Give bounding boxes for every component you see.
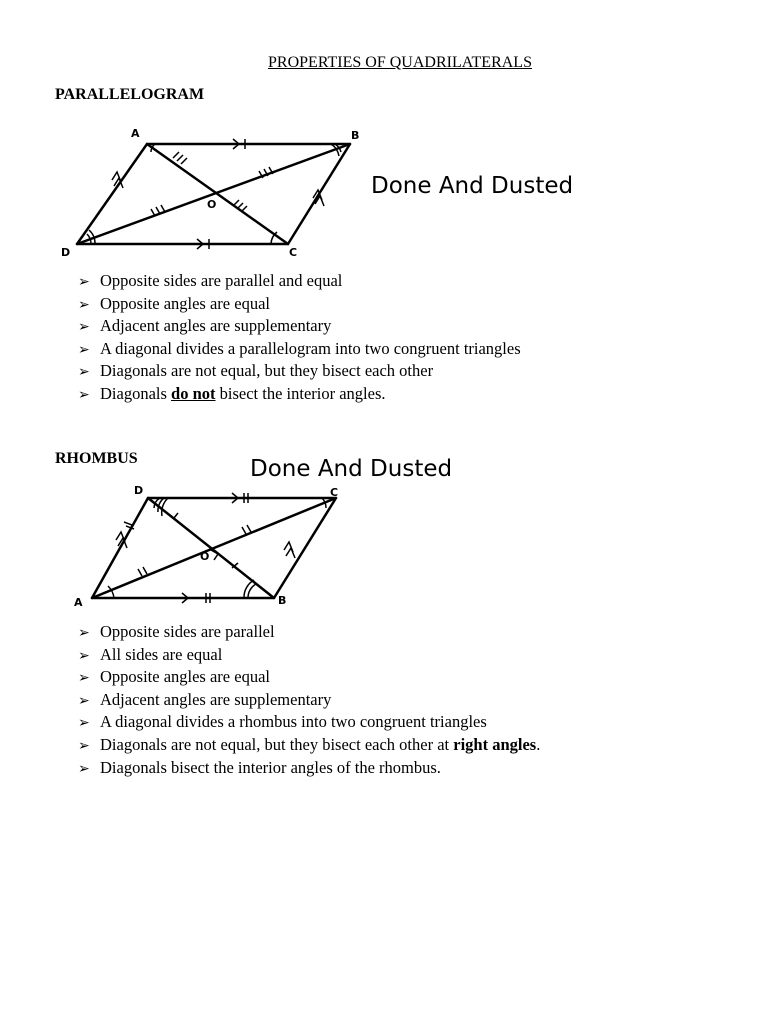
arrow-bullet-icon: ➢ [78,692,90,709]
stamp-text-1: Done And Dusted [371,173,574,199]
rhombus-properties [78,621,540,779]
diagonal-bd [77,144,350,244]
arrow-bullet-icon: ➢ [78,386,90,403]
vertex-label-b: B [351,129,360,142]
diagonal-ac [147,144,288,244]
arrow-bullet-icon: ➢ [78,647,90,664]
emphasis-right-angles: right angles [453,734,537,754]
vertex-label-a: A [131,127,140,140]
page-title: PROPERTIES OF QUADRILATERALS [268,54,532,71]
vertex-label-b: B [278,594,287,607]
vertex-label-c: C [289,246,298,259]
arrow-bullet-icon: ➢ [78,737,90,754]
arrow-bullet-icon: ➢ [78,296,90,313]
list-item: ➢ A diagonal divides a parallelogram into two congruent triangles [78,338,521,361]
list-item: ➢ Opposite sides are parallel [78,621,540,644]
parallelogram-diagram [55,120,365,262]
list-item: ➢ Diagonals bisect the interior angles of the rhombus. [78,757,540,780]
list-item: ➢ Adjacent angles are supplementary [78,689,540,712]
arrow-bullet-icon: ➢ [78,715,90,732]
list-item: ➢ Diagonals are not equal, but they bisect each other at right angles. [78,734,540,757]
vertex-label-a: A [74,596,83,609]
list-item: ➢ A diagonal divides a rhombus into two congruent triangles [78,711,540,734]
parallelogram-properties [78,270,521,406]
arrow-bullet-icon: ➢ [78,341,90,358]
arrow-bullet-icon: ➢ [78,670,90,687]
list-item: ➢ All sides are equal [78,644,540,667]
list-item: ➢ Diagonals are not equal, but they bisect each other [78,360,521,383]
rhombus-diagram [68,480,348,610]
arrow-bullet-icon: ➢ [78,760,90,777]
list-item: ➢ Diagonals do not bisect the interior angles. [78,383,521,406]
arrow-bullet-icon: ➢ [78,274,90,290]
vertex-label-o: O [200,550,210,563]
vertex-label-d: D [61,246,71,259]
diagonal-ac [92,498,336,598]
rhombus-heading: RHOMBUS [55,450,138,467]
vertex-label-c: C [330,486,339,499]
list-item: ➢ Opposite angles are equal [78,666,540,689]
parallelogram-heading: PARALLELOGRAM [55,86,205,103]
arrow-bullet-icon: ➢ [78,364,90,381]
emphasis-do-not: do not [171,383,216,403]
stamp-text-2: Done And Dusted [250,456,453,482]
list-item: ➢ Opposite angles are equal [78,293,521,316]
arrow-bullet-icon: ➢ [78,319,90,336]
arrow-bullet-icon: ➢ [78,625,90,641]
list-item: ➢ Opposite sides are parallel and equal [78,270,521,293]
vertex-label-d: D [134,484,144,497]
vertex-label-o: O [207,198,217,211]
list-item: ➢ Adjacent angles are supplementary [78,315,521,338]
